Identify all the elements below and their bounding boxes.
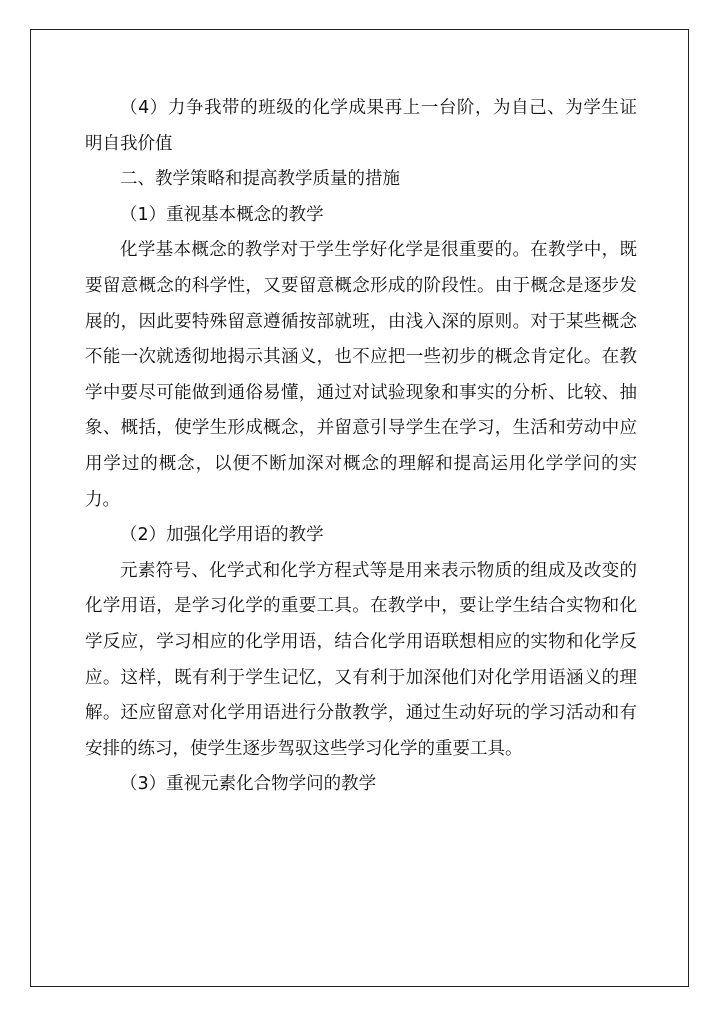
paragraph-goal-4: （4）力争我带的班级的化学成果再上一台阶，为自己、为学生证明自我价值 [85, 98, 637, 154]
section-heading-teaching-strategies: 二、教学策略和提高教学质量的措施 [120, 169, 400, 190]
subheading-chemical-terms: （2）加强化学用语的教学 [120, 525, 324, 546]
subheading-basic-concepts: （1）重视基本概念的教学 [120, 204, 324, 225]
document-body [85, 91, 637, 803]
paragraph-chemical-terms: 元素符号、化学式和化学方程式等是用来表示物质的组成及改变的化学用语，是学习化学的重要工具。在教学中，要让学生结合实物和化学反应，学习相应的化学用语，结合化学用语联想相应的实物和化学反应。这样，既有利于学生记忆，又有利于加深他们对化学用语涵义的理解。还应留意对化学用语进行分散教学，通过生动好玩的学习活动和有安排的练习，使学生逐步驾驭这些学习化学的重要工具。 [85, 560, 637, 759]
subheading-element-compounds: （3）重视元素化合物学问的教学 [120, 774, 377, 795]
paragraph-basic-concepts: 化学基本概念的教学对于学生学好化学是很重要的。在教学中，既要留意概念的科学性，又要留意概念形成的阶段性。由于概念是逐步发展的，因此要特殊留意遵循按部就班，由浅入深的原则。对于某些概念不能一次就透彻地揭示其涵义，也不应把一些初步的概念肯定化。在教学中要尽可能做到通俗易懂，通过对试验现象和事实的分析、比较、抽象、概括，使学生形成概念，并留意引导学生在学习，生活和劳动中应用学过的概念，以便不断加深对概念的理解和提高运用化学学问的实力。 [85, 240, 637, 510]
